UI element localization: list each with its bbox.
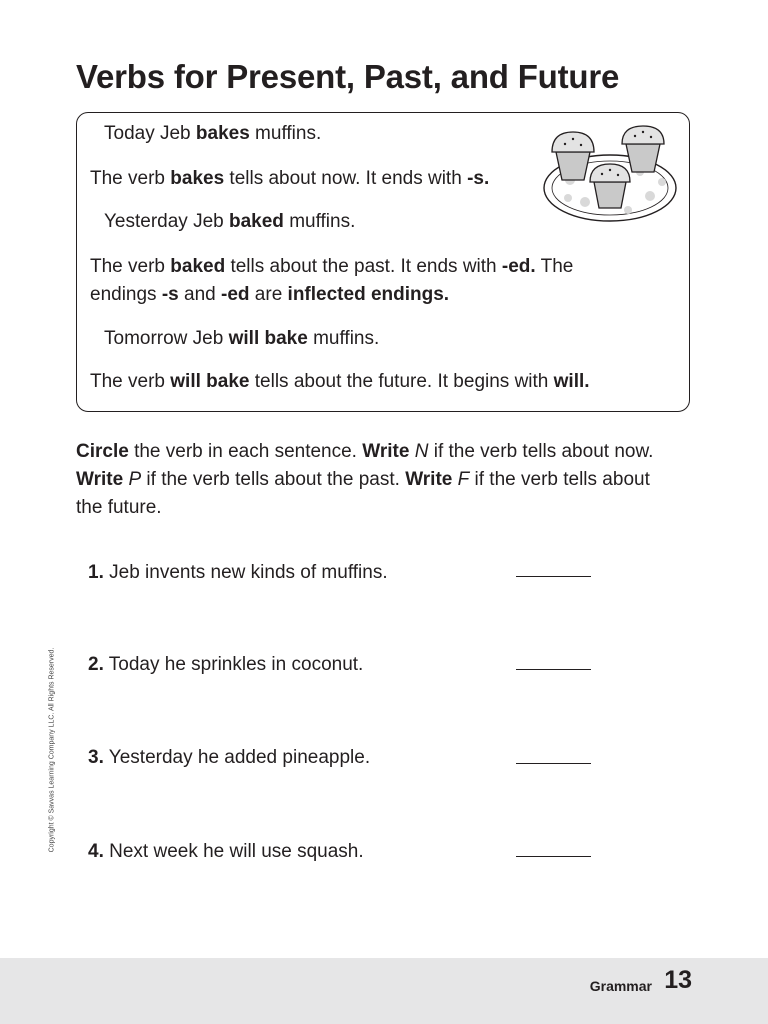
ending-bold: -s. [467, 168, 490, 189]
text: muffins. [307, 328, 380, 349]
verb-bold: baked [170, 256, 226, 277]
text: and [178, 284, 222, 305]
question-text: Jeb invents new kinds of muffins. [103, 562, 388, 583]
verb-bold: will bake [170, 371, 250, 392]
instruction-keyword: Write [405, 469, 453, 490]
question-text: Today he sprinkles in coconut. [103, 654, 364, 675]
text: muffins. [249, 123, 322, 144]
ending-bold: -ed. [501, 256, 536, 277]
text: tells about the past. It ends with [225, 256, 502, 277]
text: The verb [90, 168, 171, 189]
text: The verb [90, 256, 171, 277]
explanation-past-line1 [90, 253, 573, 281]
verb-bold: will bake [228, 328, 308, 349]
question-3 [88, 744, 370, 772]
text: tells about the future. It begins with [249, 371, 554, 392]
text: Tomorrow Jeb [104, 328, 229, 349]
text: the verb in each sentence. [128, 441, 363, 462]
question-4 [88, 838, 364, 866]
answer-blank-2[interactable] [516, 669, 591, 670]
example-sentence-past [104, 208, 355, 236]
example-sentence-future [104, 325, 379, 353]
page-footer [0, 958, 768, 1024]
muffins-plate-illustration [540, 122, 680, 227]
term-bold: will. [553, 371, 590, 392]
text: The [535, 256, 574, 277]
ending-bold: -ed [221, 284, 250, 305]
footer-subject: Grammar [589, 978, 652, 994]
text: Today Jeb [104, 123, 196, 144]
question-number: 4. [88, 841, 104, 862]
text: are [249, 284, 288, 305]
question-number: 2. [88, 654, 104, 675]
explanation-past-line2 [90, 281, 449, 309]
verb-bold: bakes [195, 123, 250, 144]
answer-blank-4[interactable] [516, 856, 591, 857]
question-text: Yesterday he added pineapple. [103, 747, 371, 768]
example-sentence-present [104, 120, 321, 148]
page-title: Verbs for Present, Past, and Future [76, 58, 620, 95]
text: if the verb tells about the past. [141, 469, 406, 490]
text: endings [90, 284, 162, 305]
explanation-present [90, 165, 489, 193]
text: if the verb tells about now. [428, 441, 654, 462]
text: The verb [90, 371, 171, 392]
ending-bold: -s [161, 284, 179, 305]
verb-bold: bakes [170, 168, 225, 189]
letter-p: P [128, 469, 142, 490]
term-bold: inflected endings. [287, 284, 450, 305]
question-1 [88, 559, 388, 587]
instructions [76, 438, 676, 522]
instruction-keyword: Write [76, 469, 124, 490]
copyright-notice: Copyright © Savvas Learning Company LLC. All Rights Reserved. [48, 647, 56, 853]
question-2 [88, 651, 363, 679]
instruction-keyword: Write [362, 441, 410, 462]
text: tells about now. It ends with [224, 168, 468, 189]
answer-blank-3[interactable] [516, 763, 591, 764]
page-number: 13 [664, 966, 692, 994]
question-number: 3. [88, 747, 104, 768]
question-number: 1. [88, 562, 104, 583]
text: Yesterday Jeb [104, 211, 229, 232]
explanation-future [90, 368, 590, 396]
letter-f: F [457, 469, 470, 490]
letter-n: N [414, 441, 429, 462]
answer-blank-1[interactable] [516, 576, 591, 577]
text: muffins. [283, 211, 356, 232]
instruction-keyword: Circle [76, 441, 129, 462]
verb-bold: baked [229, 211, 284, 232]
question-text: Next week he will use squash. [103, 841, 364, 862]
text: if the verb tells about the future. [76, 469, 650, 518]
